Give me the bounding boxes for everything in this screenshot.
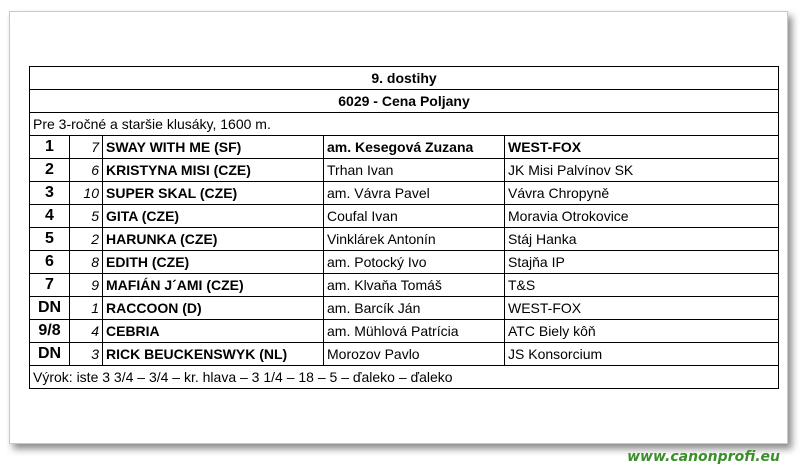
race-number: 9. dostihy — [30, 67, 779, 90]
start-number-cell: 1 — [70, 297, 103, 320]
race-number-row — [30, 67, 779, 90]
table-row — [30, 274, 779, 297]
finish-margins: Výrok: iste 3 3/4 – 3/4 – kr. hlava – 3 1/4 – 18 – 5 – ďaleko – ďaleko — [30, 366, 779, 389]
place-cell: 1 — [30, 136, 70, 159]
table-row — [30, 182, 779, 205]
start-number-cell: 10 — [70, 182, 103, 205]
horse-name-cell: RICK BEUCKENSWYK (NL) — [103, 343, 324, 366]
horse-name-cell: EDITH (CZE) — [103, 251, 324, 274]
place-cell: 5 — [30, 228, 70, 251]
place-cell: 4 — [30, 205, 70, 228]
driver-cell: am. Mühlová Patrícia — [324, 320, 505, 343]
owner-cell: Vávra Chropyně — [505, 182, 779, 205]
horse-name-cell: CEBRIA — [103, 320, 324, 343]
driver-cell: Vinklárek Antonín — [324, 228, 505, 251]
owner-cell: ATC Biely kôň — [505, 320, 779, 343]
place-cell: DN — [30, 343, 70, 366]
owner-cell: Stáj Hanka — [505, 228, 779, 251]
owner-cell: JS Konsorcium — [505, 343, 779, 366]
table-row — [30, 320, 779, 343]
horse-name-cell: RACCOON (D) — [103, 297, 324, 320]
place-cell: 7 — [30, 274, 70, 297]
driver-cell: Morozov Pavlo — [324, 343, 505, 366]
driver-cell: Coufal Ivan — [324, 205, 505, 228]
margins-row — [30, 366, 779, 389]
horse-name-cell: SUPER SKAL (CZE) — [103, 182, 324, 205]
driver-cell: am. Klvaňa Tomáš — [324, 274, 505, 297]
start-number-cell: 5 — [70, 205, 103, 228]
horse-name-cell: GITA (CZE) — [103, 205, 324, 228]
horse-name-cell: HARUNKA (CZE) — [103, 228, 324, 251]
table-row — [30, 297, 779, 320]
table-row — [30, 136, 779, 159]
owner-cell: Stajňa IP — [505, 251, 779, 274]
horse-name-cell: SWAY WITH ME (SF) — [103, 136, 324, 159]
table-row — [30, 205, 779, 228]
driver-cell: Trhan Ivan — [324, 159, 505, 182]
race-conditions-row — [30, 113, 779, 136]
owner-cell: Moravia Otrokovice — [505, 205, 779, 228]
owner-cell: JK Misi Palvínov SK — [505, 159, 779, 182]
driver-cell: am. Vávra Pavel — [324, 182, 505, 205]
owner-cell: WEST-FOX — [505, 297, 779, 320]
start-number-cell: 9 — [70, 274, 103, 297]
owner-cell: T&S — [505, 274, 779, 297]
start-number-cell: 4 — [70, 320, 103, 343]
race-name: 6029 - Cena Poljany — [30, 90, 779, 113]
race-conditions: Pre 3-ročné a staršie klusáky, 1600 m. — [30, 113, 779, 136]
place-cell: 2 — [30, 159, 70, 182]
table-row — [30, 159, 779, 182]
driver-cell: am. Barcík Ján — [324, 297, 505, 320]
horse-name-cell: KRISTYNA MISI (CZE) — [103, 159, 324, 182]
driver-cell: am. Kesegová Zuzana — [324, 136, 505, 159]
place-cell: 9/8 — [30, 320, 70, 343]
owner-cell: WEST-FOX — [505, 136, 779, 159]
place-cell: 6 — [30, 251, 70, 274]
race-results-table — [29, 66, 779, 389]
start-number-cell: 2 — [70, 228, 103, 251]
table-row — [30, 228, 779, 251]
watermark: www.canonprofi.eu — [627, 449, 780, 465]
race-name-row — [30, 90, 779, 113]
table-row — [30, 251, 779, 274]
start-number-cell: 7 — [70, 136, 103, 159]
driver-cell: am. Potocký Ivo — [324, 251, 505, 274]
table-row — [30, 343, 779, 366]
place-cell: 3 — [30, 182, 70, 205]
horse-name-cell: MAFIÁN J´AMI (CZE) — [103, 274, 324, 297]
place-cell: DN — [30, 297, 70, 320]
start-number-cell: 3 — [70, 343, 103, 366]
start-number-cell: 6 — [70, 159, 103, 182]
start-number-cell: 8 — [70, 251, 103, 274]
